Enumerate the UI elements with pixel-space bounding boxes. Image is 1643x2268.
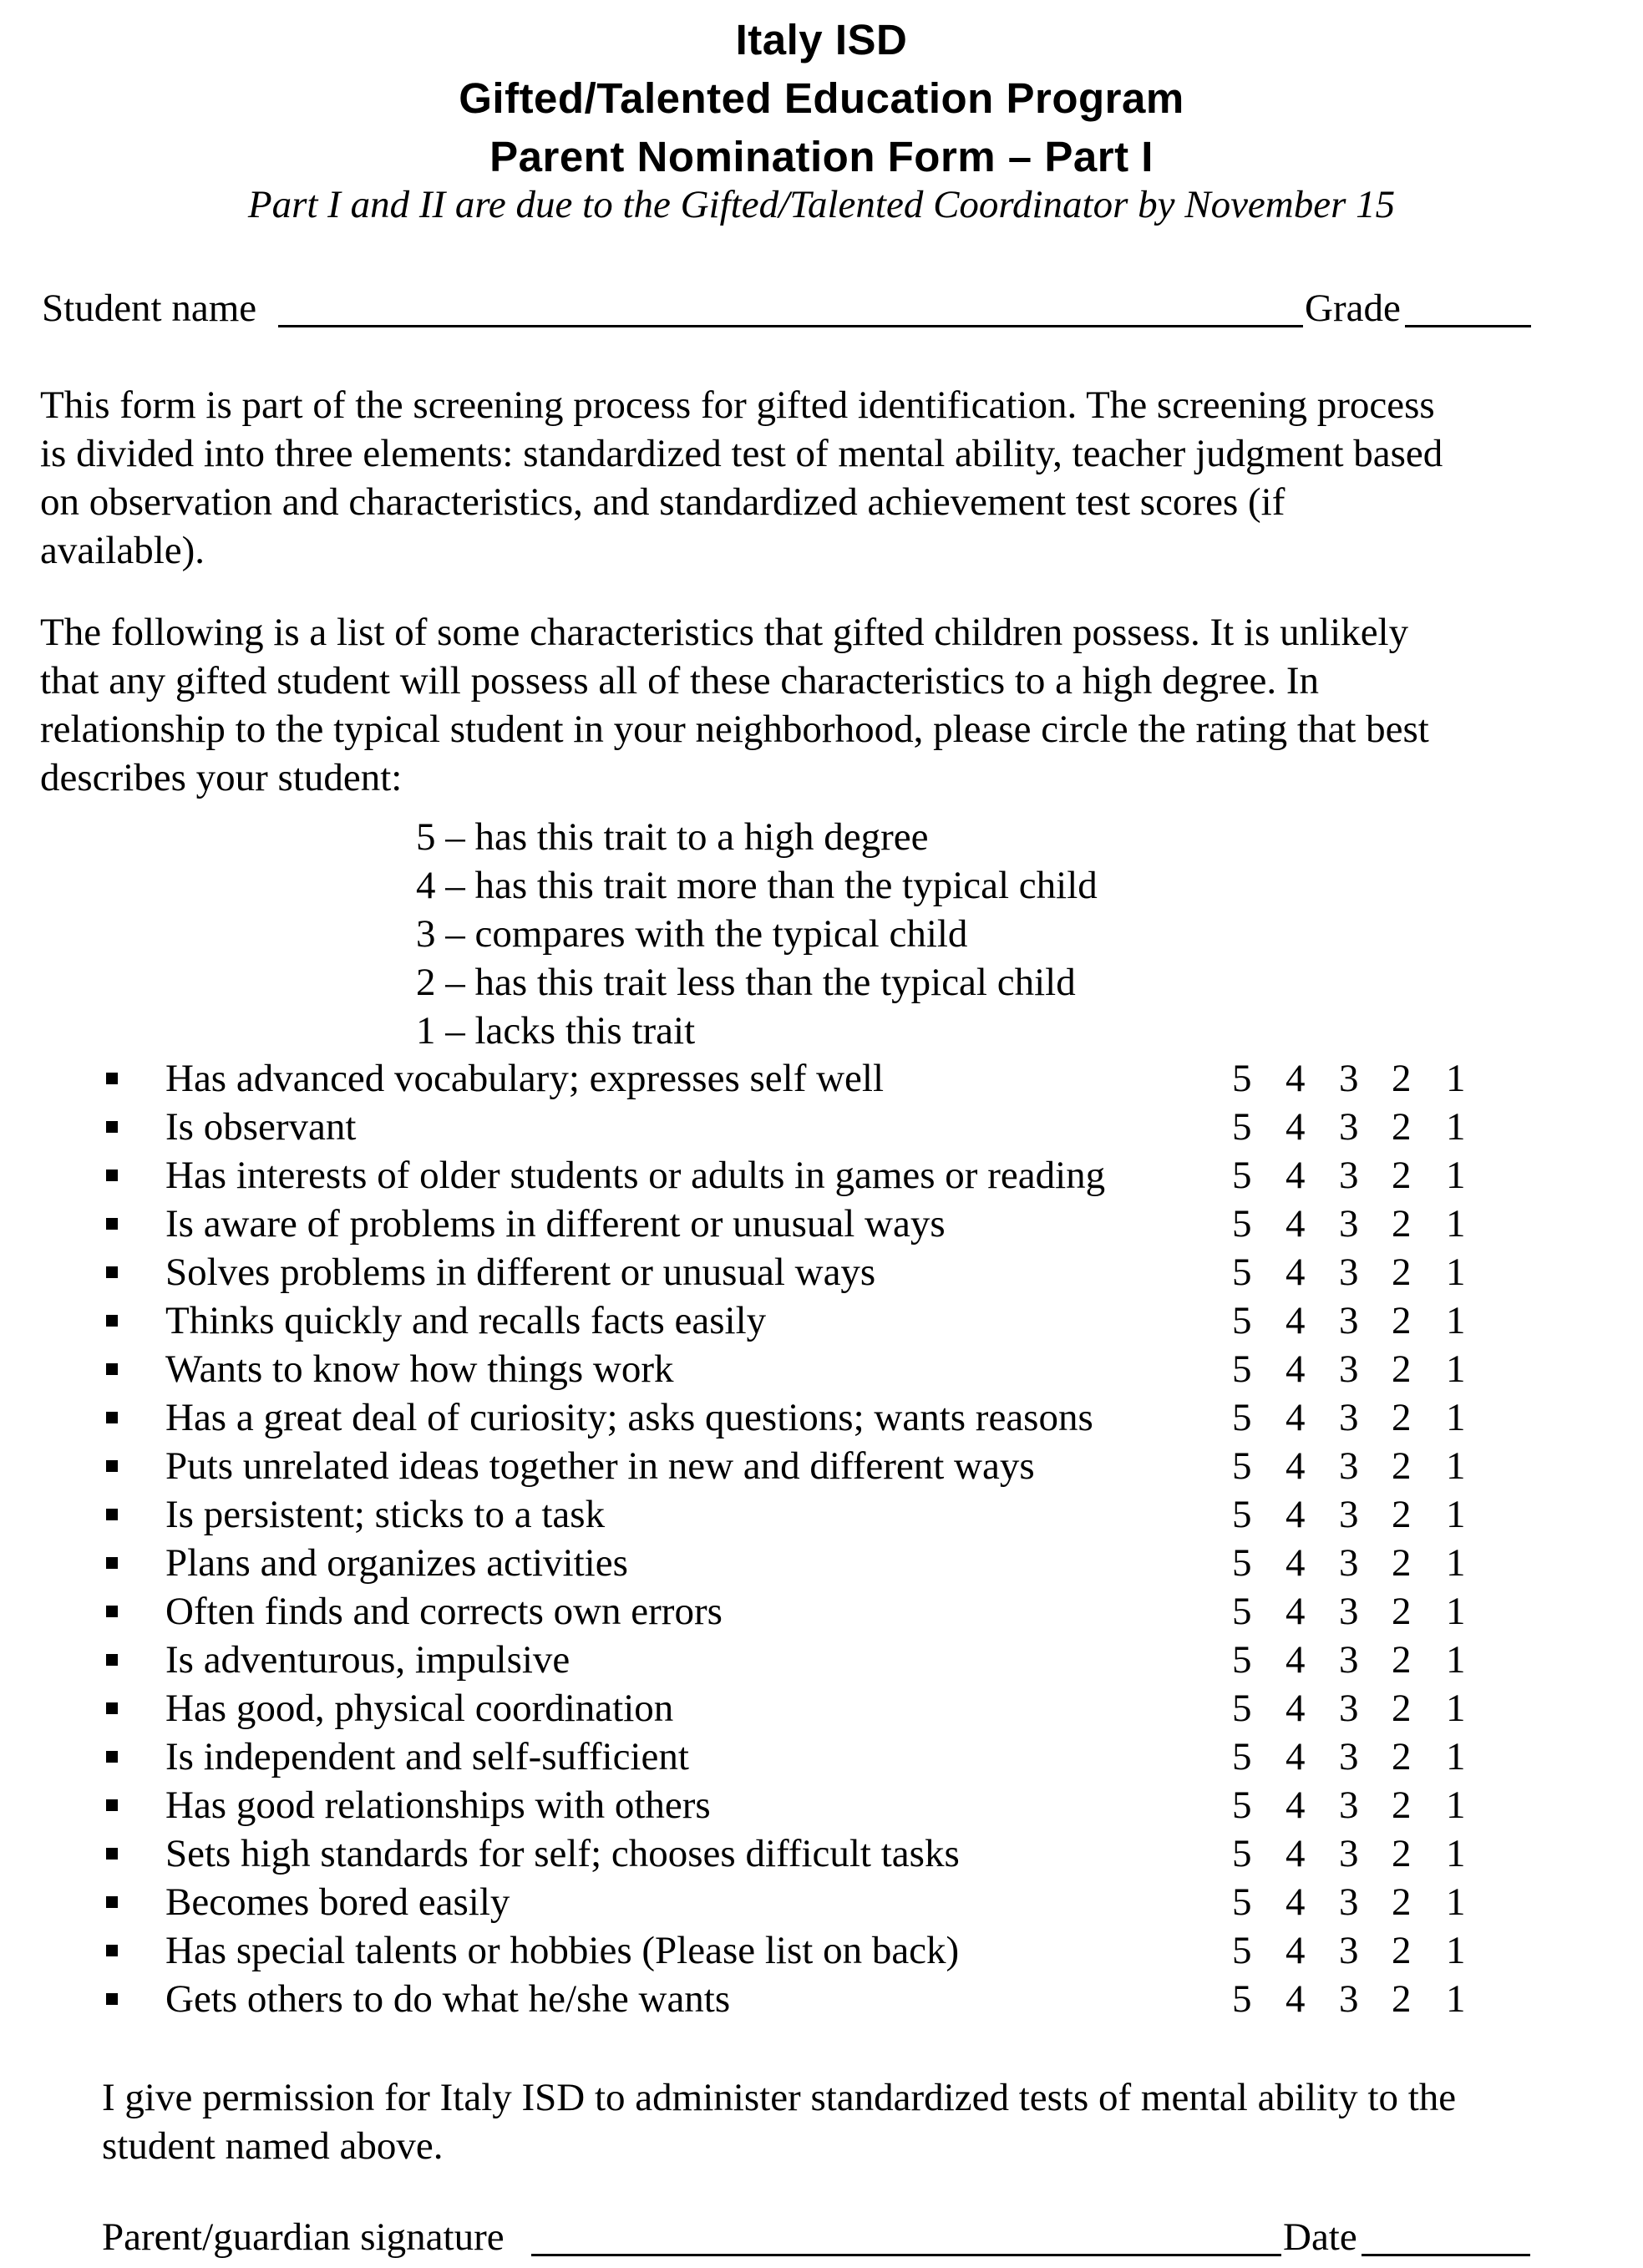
rating-option-2[interactable]: 2 <box>1392 1202 1412 1246</box>
rating-option-2[interactable]: 2 <box>1392 1687 1412 1730</box>
intro-line: is divided into three elements: standardized test of mental ability, teacher judgment based <box>40 432 1443 475</box>
rating-option-3[interactable]: 3 <box>1339 1154 1359 1197</box>
rating-option-3[interactable]: 3 <box>1339 1832 1359 1875</box>
rating-option-4[interactable]: 4 <box>1285 1880 1306 1924</box>
rating-option-2[interactable]: 2 <box>1392 1590 1412 1633</box>
rating-option-4[interactable]: 4 <box>1285 1929 1306 1972</box>
rating-option-3[interactable]: 3 <box>1339 1783 1359 1827</box>
rating-option-3[interactable]: 3 <box>1339 1541 1359 1585</box>
rating-option-1[interactable]: 1 <box>1446 1541 1466 1585</box>
instructions-line: relationship to the typical student in your neighborhood, please circle the rating that best <box>40 708 1429 751</box>
rating-option-4[interactable]: 4 <box>1285 1202 1306 1246</box>
rating-option-4[interactable]: 4 <box>1285 1783 1306 1827</box>
rating-option-1[interactable]: 1 <box>1446 1977 1466 2021</box>
rating-option-5[interactable]: 5 <box>1232 1251 1252 1294</box>
rating-option-3[interactable]: 3 <box>1339 1251 1359 1294</box>
rating-option-2[interactable]: 2 <box>1392 1105 1412 1149</box>
rating-option-4[interactable]: 4 <box>1285 1977 1306 2021</box>
square-bullet-icon <box>106 1848 118 1860</box>
rating-option-1[interactable]: 1 <box>1446 1396 1466 1439</box>
characteristic-label: Is independent and self-sufficient <box>165 1735 689 1778</box>
rating-option-2[interactable]: 2 <box>1392 1832 1412 1875</box>
characteristic-label: Becomes bored easily <box>165 1880 510 1924</box>
rating-option-4[interactable]: 4 <box>1285 1735 1306 1778</box>
rating-option-2[interactable]: 2 <box>1392 1057 1412 1100</box>
legend-item: 1 – lacks this trait <box>416 1009 696 1053</box>
rating-option-4[interactable]: 4 <box>1285 1299 1306 1342</box>
rating-option-3[interactable]: 3 <box>1339 1202 1359 1246</box>
square-bullet-icon <box>106 1170 118 1181</box>
rating-option-1[interactable]: 1 <box>1446 1105 1466 1149</box>
rating-option-2[interactable]: 2 <box>1392 1735 1412 1778</box>
rating-option-4[interactable]: 4 <box>1285 1590 1306 1633</box>
rating-option-3[interactable]: 3 <box>1339 1105 1359 1149</box>
characteristic-label: Has special talents or hobbies (Please list on back) <box>165 1929 960 1972</box>
rating-option-5[interactable]: 5 <box>1232 1105 1252 1149</box>
district-title: Italy ISD <box>735 16 908 63</box>
characteristic-label: Has advanced vocabulary; expresses self well <box>165 1057 885 1100</box>
rating-option-2[interactable]: 2 <box>1392 1493 1412 1536</box>
rating-option-4[interactable]: 4 <box>1285 1832 1306 1875</box>
characteristic-label: Gets others to do what he/she wants <box>165 1977 731 2021</box>
characteristic-label: Has interests of older students or adults in games or reading <box>165 1154 1106 1197</box>
student-name-field[interactable] <box>278 325 1303 327</box>
rating-option-4[interactable]: 4 <box>1285 1105 1306 1149</box>
instructions-line: that any gifted student will possess all of these characteristics to a high degree. In <box>40 659 1319 703</box>
rating-option-4[interactable]: 4 <box>1285 1541 1306 1585</box>
legend-item: 2 – has this trait less than the typical child <box>416 961 1076 1004</box>
characteristic-label: Often finds and corrects own errors <box>165 1590 723 1633</box>
rating-option-1[interactable]: 1 <box>1446 1929 1466 1972</box>
rating-option-4[interactable]: 4 <box>1285 1444 1306 1488</box>
square-bullet-icon <box>106 1315 118 1327</box>
rating-option-1[interactable]: 1 <box>1446 1347 1466 1391</box>
legend-item: 4 – has this trait more than the typical child <box>416 864 1098 907</box>
square-bullet-icon <box>106 1460 118 1472</box>
rating-option-3[interactable]: 3 <box>1339 1444 1359 1488</box>
rating-option-5[interactable]: 5 <box>1232 1396 1252 1439</box>
legend-item: 3 – compares with the typical child <box>416 912 968 956</box>
square-bullet-icon <box>106 1702 118 1714</box>
square-bullet-icon <box>106 1799 118 1811</box>
square-bullet-icon <box>106 1993 118 2005</box>
characteristic-label: Has good relationships with others <box>165 1783 711 1827</box>
rating-option-5[interactable]: 5 <box>1232 1929 1252 1972</box>
square-bullet-icon <box>106 1945 118 1956</box>
rating-option-4[interactable]: 4 <box>1285 1638 1306 1682</box>
square-bullet-icon <box>106 1509 118 1520</box>
grade-label: Grade <box>1305 287 1401 330</box>
rating-option-5[interactable]: 5 <box>1232 1880 1252 1924</box>
intro-line: on observation and characteristics, and standardized achievement test scores (if <box>40 480 1285 524</box>
legend-item: 5 – has this trait to a high degree <box>416 815 929 859</box>
characteristic-label: Is observant <box>165 1105 357 1149</box>
rating-option-2[interactable]: 2 <box>1392 1251 1412 1294</box>
rating-option-3[interactable]: 3 <box>1339 1638 1359 1682</box>
rating-option-5[interactable]: 5 <box>1232 1493 1252 1536</box>
rating-option-3[interactable]: 3 <box>1339 1347 1359 1391</box>
rating-option-5[interactable]: 5 <box>1232 1444 1252 1488</box>
rating-option-3[interactable]: 3 <box>1339 1299 1359 1342</box>
rating-option-3[interactable]: 3 <box>1339 1735 1359 1778</box>
square-bullet-icon <box>106 1606 118 1617</box>
rating-option-5[interactable]: 5 <box>1232 1783 1252 1827</box>
rating-option-3[interactable]: 3 <box>1339 1687 1359 1730</box>
square-bullet-icon <box>106 1121 118 1133</box>
rating-option-2[interactable]: 2 <box>1392 1880 1412 1924</box>
characteristic-label: Is aware of problems in different or unusual ways <box>165 1202 946 1246</box>
rating-option-1[interactable]: 1 <box>1446 1299 1466 1342</box>
rating-option-2[interactable]: 2 <box>1392 1783 1412 1827</box>
characteristic-label: Solves problems in different or unusual ways <box>165 1251 876 1294</box>
rating-option-5[interactable]: 5 <box>1232 1299 1252 1342</box>
square-bullet-icon <box>106 1218 118 1230</box>
square-bullet-icon <box>106 1266 118 1278</box>
rating-option-3[interactable]: 3 <box>1339 1493 1359 1536</box>
rating-option-4[interactable]: 4 <box>1285 1396 1306 1439</box>
characteristic-label: Thinks quickly and recalls facts easily <box>165 1299 767 1342</box>
rating-option-5[interactable]: 5 <box>1232 1832 1252 1875</box>
rating-option-4[interactable]: 4 <box>1285 1154 1306 1197</box>
rating-option-3[interactable]: 3 <box>1339 1880 1359 1924</box>
square-bullet-icon <box>106 1073 118 1084</box>
intro-line: available). <box>40 529 205 572</box>
rating-option-2[interactable]: 2 <box>1392 1638 1412 1682</box>
rating-option-3[interactable]: 3 <box>1339 1590 1359 1633</box>
characteristic-label: Is adventurous, impulsive <box>165 1638 570 1682</box>
rating-option-5[interactable]: 5 <box>1232 1590 1252 1633</box>
square-bullet-icon <box>106 1654 118 1666</box>
rating-option-2[interactable]: 2 <box>1392 1444 1412 1488</box>
rating-option-4[interactable]: 4 <box>1285 1687 1306 1730</box>
rating-option-3[interactable]: 3 <box>1339 1057 1359 1100</box>
square-bullet-icon <box>106 1363 118 1375</box>
rating-option-4[interactable]: 4 <box>1285 1057 1306 1100</box>
characteristic-label: Is persistent; sticks to a task <box>165 1493 606 1536</box>
rating-option-5[interactable]: 5 <box>1232 1638 1252 1682</box>
rating-option-4[interactable]: 4 <box>1285 1493 1306 1536</box>
characteristic-label: Puts unrelated ideas together in new and different ways <box>165 1444 1035 1488</box>
characteristic-label: Sets high standards for self; chooses difficult tasks <box>165 1832 960 1875</box>
date-label: Date <box>1283 2215 1357 2259</box>
rating-option-2[interactable]: 2 <box>1392 1541 1412 1585</box>
rating-option-3[interactable]: 3 <box>1339 1396 1359 1439</box>
square-bullet-icon <box>106 1896 118 1908</box>
rating-option-5[interactable]: 5 <box>1232 1735 1252 1778</box>
rating-option-1[interactable]: 1 <box>1446 1687 1466 1730</box>
rating-option-2[interactable]: 2 <box>1392 1929 1412 1972</box>
grade-field[interactable] <box>1405 325 1531 327</box>
characteristic-label: Plans and organizes activities <box>165 1541 628 1585</box>
rating-option-1[interactable]: 1 <box>1446 1832 1466 1875</box>
rating-option-4[interactable]: 4 <box>1285 1251 1306 1294</box>
rating-option-3[interactable]: 3 <box>1339 1929 1359 1972</box>
characteristic-label: Wants to know how things work <box>165 1347 674 1391</box>
rating-option-5[interactable]: 5 <box>1232 1057 1252 1100</box>
rating-option-2[interactable]: 2 <box>1392 1347 1412 1391</box>
rating-option-1[interactable]: 1 <box>1446 1880 1466 1924</box>
rating-option-2[interactable]: 2 <box>1392 1154 1412 1197</box>
instructions-line: describes your student: <box>40 756 403 799</box>
permission-line: I give permission for Italy ISD to administer standardized tests of mental ability to the <box>102 2076 1457 2119</box>
square-bullet-icon <box>106 1412 118 1423</box>
form-title: Parent Nomination Form – Part I <box>489 133 1154 180</box>
rating-option-1[interactable]: 1 <box>1446 1493 1466 1536</box>
due-date-note: Part I and II are due to the Gifted/Talented Coordinator by November 15 <box>247 183 1396 226</box>
rating-option-5[interactable]: 5 <box>1232 1202 1252 1246</box>
rating-option-5[interactable]: 5 <box>1232 1977 1252 2021</box>
rating-option-5[interactable]: 5 <box>1232 1687 1252 1730</box>
signature-field[interactable] <box>531 2254 1281 2256</box>
instructions-line: The following is a list of some characteristics that gifted children possess. It is unlikely <box>40 611 1409 654</box>
rating-option-5[interactable]: 5 <box>1232 1154 1252 1197</box>
characteristic-label: Has good, physical coordination <box>165 1687 674 1730</box>
signature-label: Parent/guardian signature <box>102 2215 505 2259</box>
rating-option-1[interactable]: 1 <box>1446 1057 1466 1100</box>
rating-option-1[interactable]: 1 <box>1446 1154 1466 1197</box>
permission-line: student named above. <box>102 2124 444 2168</box>
date-field[interactable] <box>1362 2254 1530 2256</box>
rating-option-2[interactable]: 2 <box>1392 1396 1412 1439</box>
rating-option-1[interactable]: 1 <box>1446 1638 1466 1682</box>
rating-option-2[interactable]: 2 <box>1392 1977 1412 2021</box>
rating-option-1[interactable]: 1 <box>1446 1251 1466 1294</box>
square-bullet-icon <box>106 1557 118 1569</box>
rating-option-2[interactable]: 2 <box>1392 1299 1412 1342</box>
rating-option-5[interactable]: 5 <box>1232 1541 1252 1585</box>
characteristic-label: Has a great deal of curiosity; asks questions; wants reasons <box>165 1396 1093 1439</box>
rating-option-1[interactable]: 1 <box>1446 1202 1466 1246</box>
rating-option-3[interactable]: 3 <box>1339 1977 1359 2021</box>
rating-option-5[interactable]: 5 <box>1232 1347 1252 1391</box>
intro-line: This form is part of the screening process for gifted identification. The screening process <box>40 383 1435 427</box>
square-bullet-icon <box>106 1751 118 1763</box>
program-title: Gifted/Talented Education Program <box>459 74 1184 122</box>
rating-option-1[interactable]: 1 <box>1446 1735 1466 1778</box>
rating-option-1[interactable]: 1 <box>1446 1590 1466 1633</box>
rating-option-1[interactable]: 1 <box>1446 1444 1466 1488</box>
rating-option-1[interactable]: 1 <box>1446 1783 1466 1827</box>
rating-option-4[interactable]: 4 <box>1285 1347 1306 1391</box>
student-name-label: Student name <box>42 287 257 330</box>
